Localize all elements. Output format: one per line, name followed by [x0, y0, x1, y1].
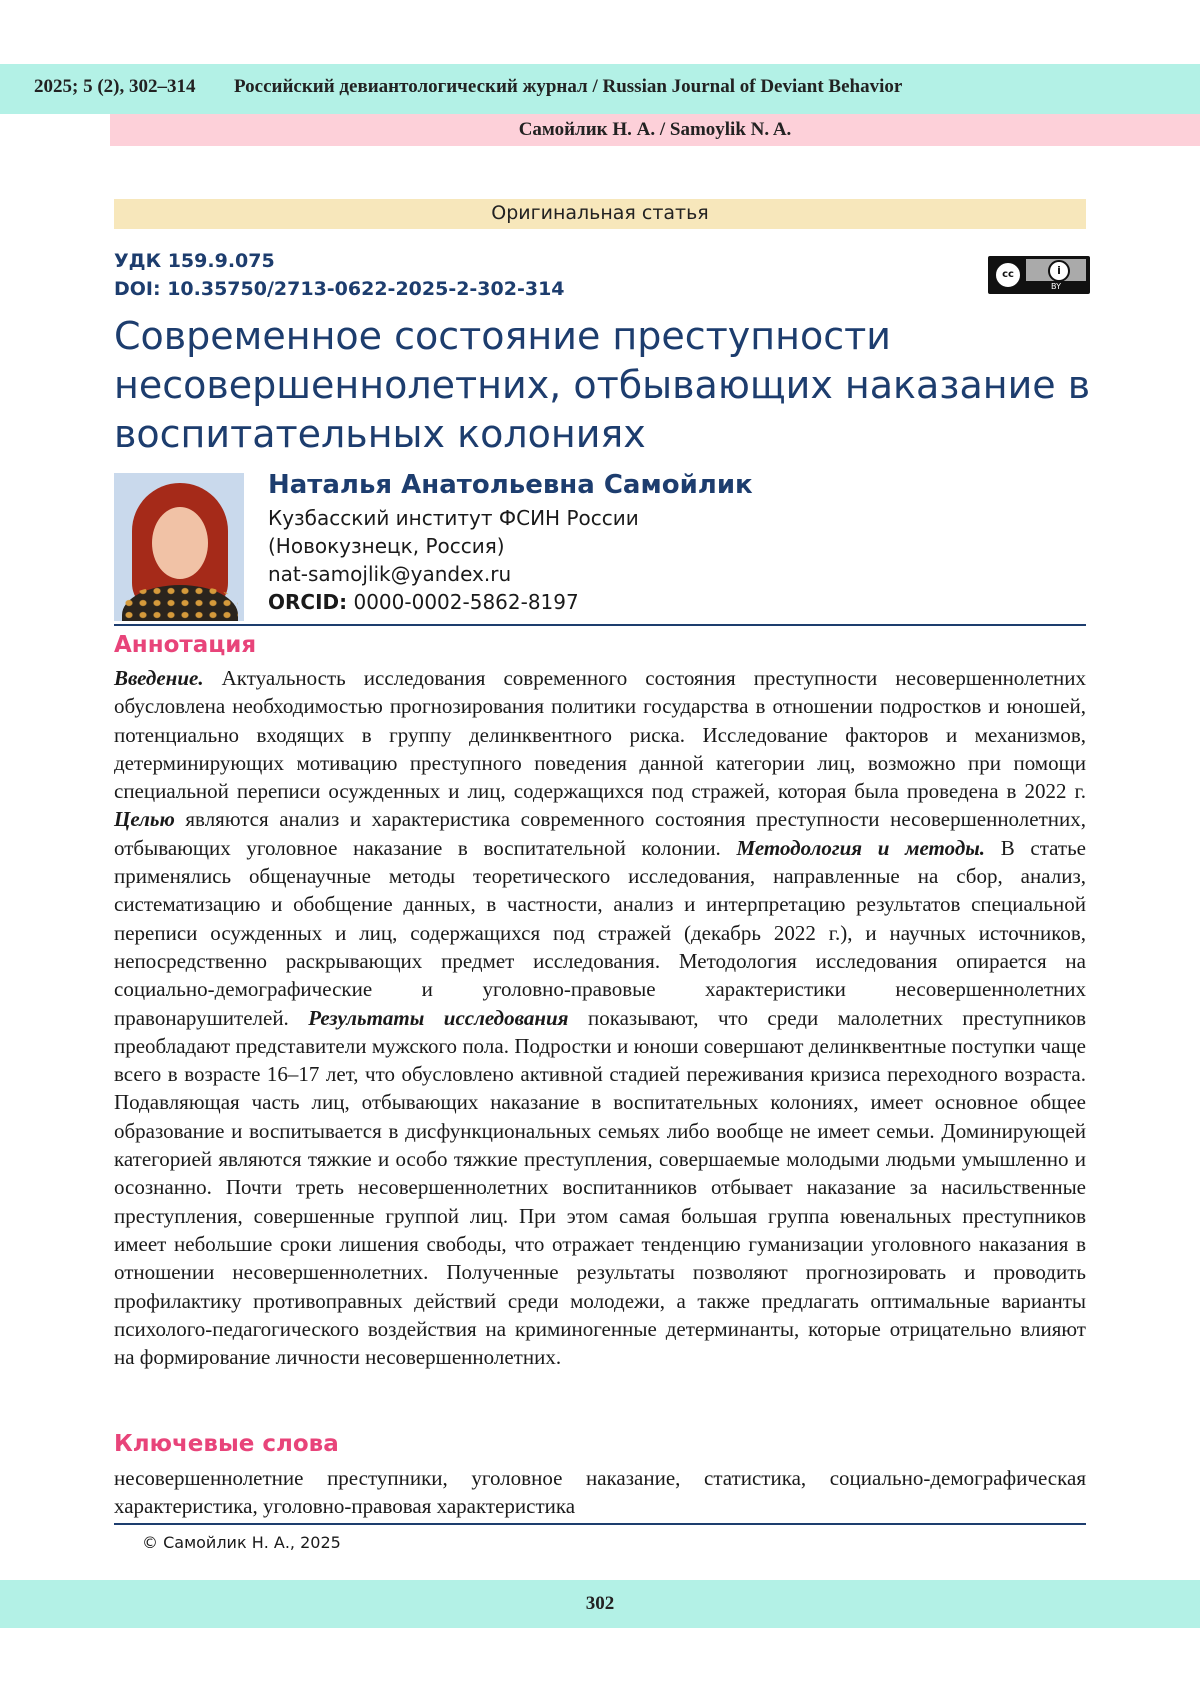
- author-photo: [114, 473, 244, 621]
- article-type: Оригинальная статья: [491, 202, 709, 224]
- intro-text: Актуальность исследования современного состояния преступности несовершеннолетних обусловлена необходимостью прогнозирования политики государства в отношении подростков и юношей, потенциально входящих в группу делинквентного риска. Исследование факторов и механизмов, детерминирующих мотивацию преступного поведения данной категории лиц, возможно при помощи специальной переписи осужденных и лиц, содержащихся под стражей, которая была проведена в 2022 г.: [114, 666, 1086, 804]
- article-type-bar: [114, 199, 1086, 229]
- keywords-body: несовершеннолетние преступники, уголовное наказание, статистика, социально-демографическая характеристика, уголовно-правовая характеристика: [114, 1466, 1086, 1518]
- udk-code: УДК 159.9.075: [114, 250, 275, 272]
- person-icon: i: [1048, 260, 1070, 282]
- keywords-heading: Ключевые слова: [114, 1431, 339, 1457]
- orcid-value: 0000-0002-5862-8197: [353, 590, 579, 614]
- by-label: BY: [1051, 282, 1061, 291]
- author-name: Наталья Анатольевна Самойлик: [268, 470, 753, 500]
- article-title: Современное состояние преступности несовершеннолетних, отбывающих наказание в воспитательных колониях: [114, 314, 1091, 456]
- cc-by-license-icon[interactable]: [988, 256, 1090, 294]
- page-number: 302: [585, 1593, 615, 1614]
- goal-text: являются анализ и характеристика современного состояния преступности несовершеннолетних, отбывающих уголовное наказание в воспитательной колонии.: [114, 807, 1086, 860]
- copyright: © Самойлик Н. А., 2025: [142, 1533, 341, 1552]
- intro-label: Введение.: [114, 666, 204, 690]
- running-author-band: [110, 114, 1200, 146]
- results-label: Результаты исследования: [308, 1005, 569, 1030]
- cc-icon: cc: [994, 261, 1022, 289]
- goal-label: Целью: [114, 807, 175, 832]
- author-location: (Новокузнецк, Россия): [268, 534, 505, 558]
- citation: 2025; 5 (2), 302–314: [34, 76, 196, 97]
- footer-band: [0, 1580, 1200, 1628]
- abstract-heading: Аннотация: [114, 632, 257, 658]
- doi-link[interactable]: DOI: 10.35750/2713-0622-2025-2-302-314: [114, 278, 565, 300]
- author-affiliation: Кузбасский институт ФСИН России: [268, 506, 639, 530]
- running-author: Самойлик Н. А. / Samoylik N. A.: [518, 119, 792, 140]
- results-text: показывают, что среди малолетних преступников преобладают представители мужского пола. Подростки и юноши совершают делинквентные поступки чаще всего в возрасте 16–17 лет, что обусловлено активной стадией переживания кризиса переходного возраста. Подавляющая часть лиц, отбывающих наказание в воспитательных колониях, имеет основное общее образование и воспитывается в дисфункциональных семьях либо вообще не имеет семьи. Доминирующей категорией являются тяжкие и особо тяжкие преступления, совершаемые молодыми людьми умышленно и осознанно. Почти треть несовершеннолетних воспитанников отбывает наказание за насильственные преступления, совершенные группой лиц. При этом самая большая группа ювенальных преступников имеет небольшие сроки лишения свободы, что отражает тенденцию гуманизации уголовного наказания в отношении несовершеннолетних. Полученные результаты позволяют прогнозировать и проводить профилактику противоправных действий среди молодежи, а также предлагать оптимальные варианты психолого-педагогического воздействия на криминогенные детерминанты, которые отрицательно влияют на формирование личности несовершеннолетних.: [114, 1005, 1087, 1370]
- divider-bottom: [114, 1523, 1086, 1525]
- divider-top: [114, 624, 1086, 626]
- orcid-label: ORCID:: [268, 590, 348, 614]
- author-email[interactable]: nat-samojlik@yandex.ru: [268, 562, 512, 586]
- author-orcid[interactable]: [268, 590, 579, 614]
- abstract-body: [114, 664, 1086, 1371]
- methods-text: В статье применялись общенаучные методы теоретического исследования, направленные на сбор, анализ, систематизацию и обобщение данных, в частности, анализ и интерпретацию результатов специальной переписи осужденных и лиц, содержащихся под стражей (декабрь 2022 г.), и научных источников, непосредственно раскрывающих предмет исследования. Методология исследования опирается на социально-демографические и уголовно-правовые характеристики несовершеннолетних правонарушителей.: [114, 835, 1086, 1030]
- methods-label: Методология и методы.: [736, 835, 986, 860]
- journal-title: Российский девиантологический журнал / Russian Journal of Deviant Behavior: [234, 76, 903, 97]
